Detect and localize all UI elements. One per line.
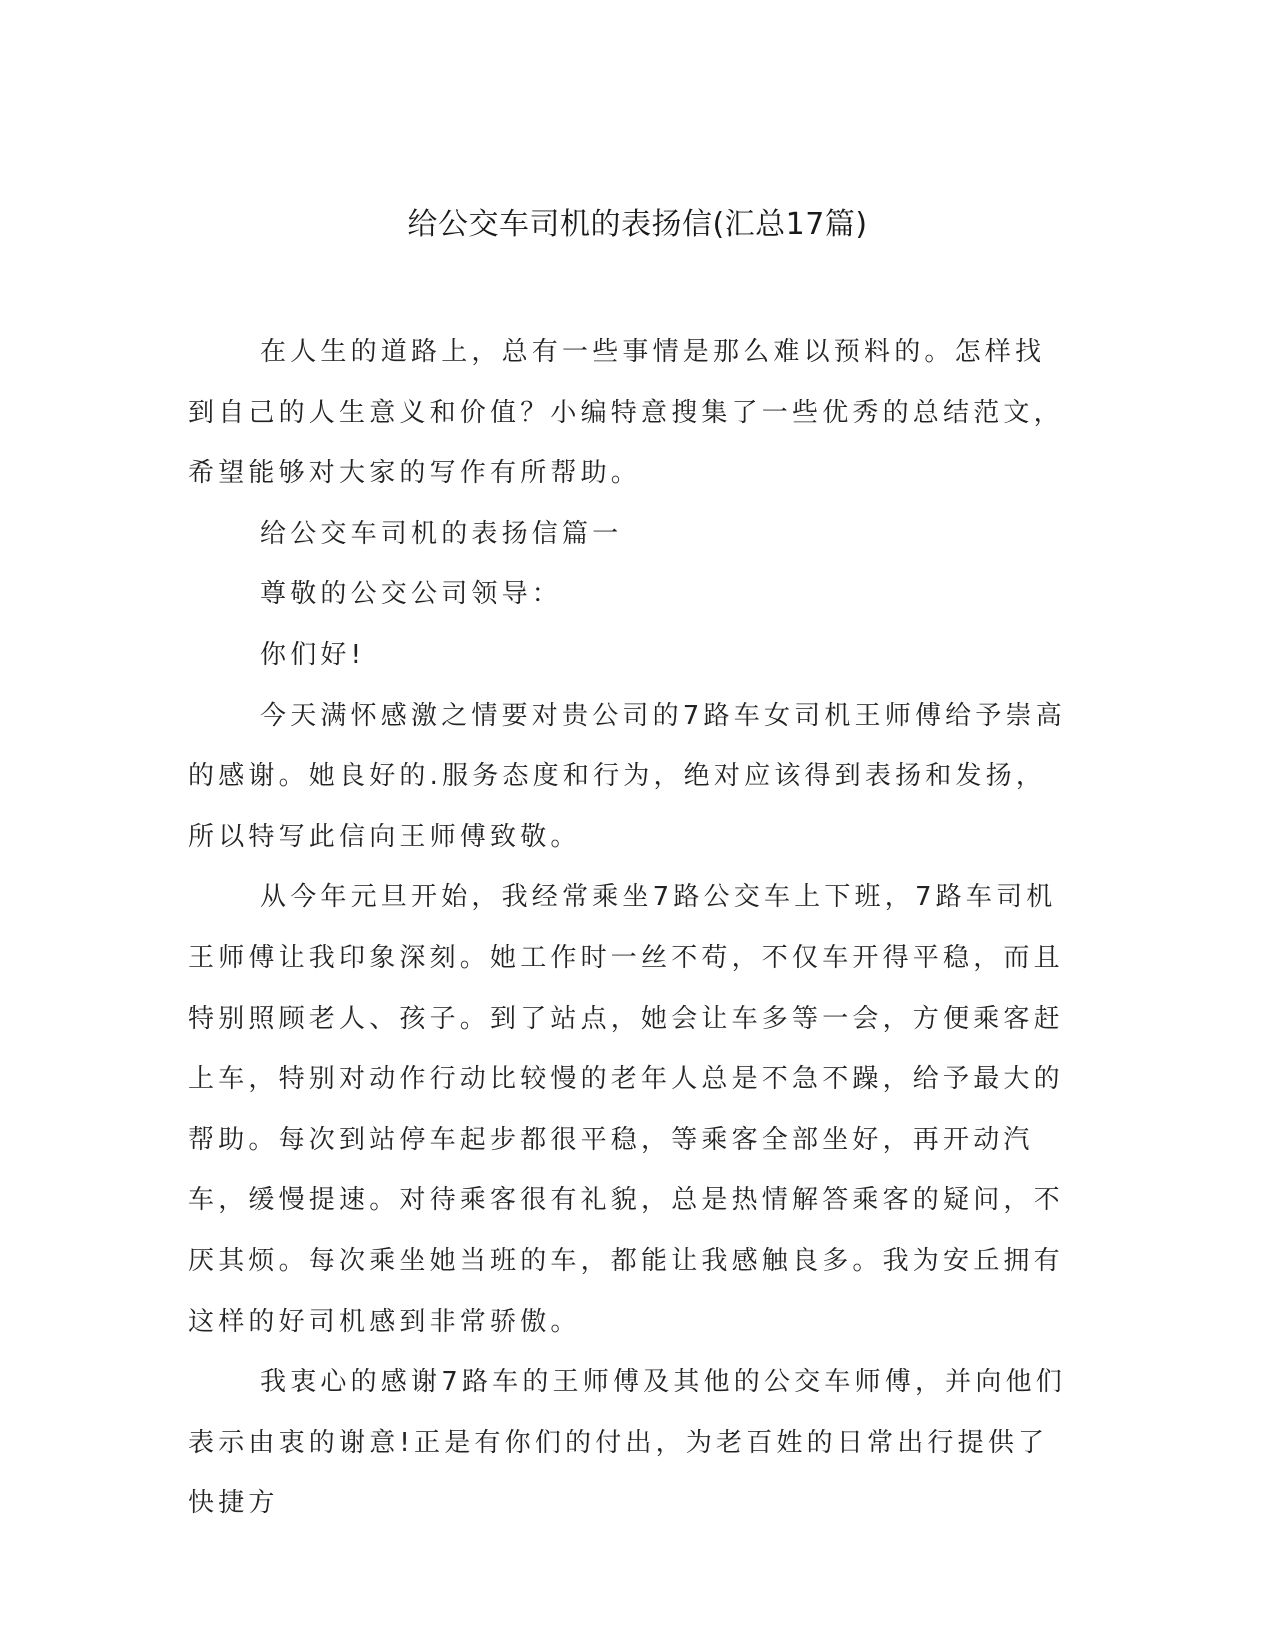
paragraph-story: 从今年元旦开始，我经常乘坐7路公交车上下班，7路车司机王师傅让我印象深刻。她工作时一丝不苟，不仅车开得平稳，而且特别照顾老人、孩子。到了站点，她会让车多等一会，方便乘客赶上车，特别对动作行动比较慢的老年人总是不急不躁，给予最大的帮助。每次到站停车起步都很平稳，等乘客全部坐好，再开动汽车，缓慢提速。对待乘客很有礼貌，总是热情解答乘客的疑问，不厌其烦。每次乘坐她当班的车，都能让我感触良多。我为安丘拥有这样的好司机感到非常骄傲。 <box>188 882 1064 1337</box>
document-body <box>188 322 1068 1534</box>
greeting: 你们好! <box>260 639 366 670</box>
paragraph-intro: 在人生的道路上，总有一些事情是那么难以预料的。怎样找到自己的人生意义和价值？小编特意搜集了一些优秀的总结范文，希望能够对大家的写作有所帮助。 <box>188 337 1064 489</box>
paragraph-closing: 我衷心的感谢7路车的王师傅及其他的公交车师傅，并向他们表示由衷的谢意!正是有你们的付出，为老百姓的日常出行提供了快捷方 <box>188 1367 1066 1519</box>
paragraph-thanks: 今天满怀感激之情要对贵公司的7路车女司机王师傅给予崇高的感谢。她良好的.服务态度和行为，绝对应该得到表扬和发扬，所以特写此信向王师傅致敬。 <box>188 700 1066 852</box>
document-title: 给公交车司机的表扬信(汇总17篇) <box>407 207 868 242</box>
section-heading: 给公交车司机的表扬信篇一 <box>260 518 623 549</box>
salutation: 尊敬的公交公司领导： <box>260 579 563 610</box>
